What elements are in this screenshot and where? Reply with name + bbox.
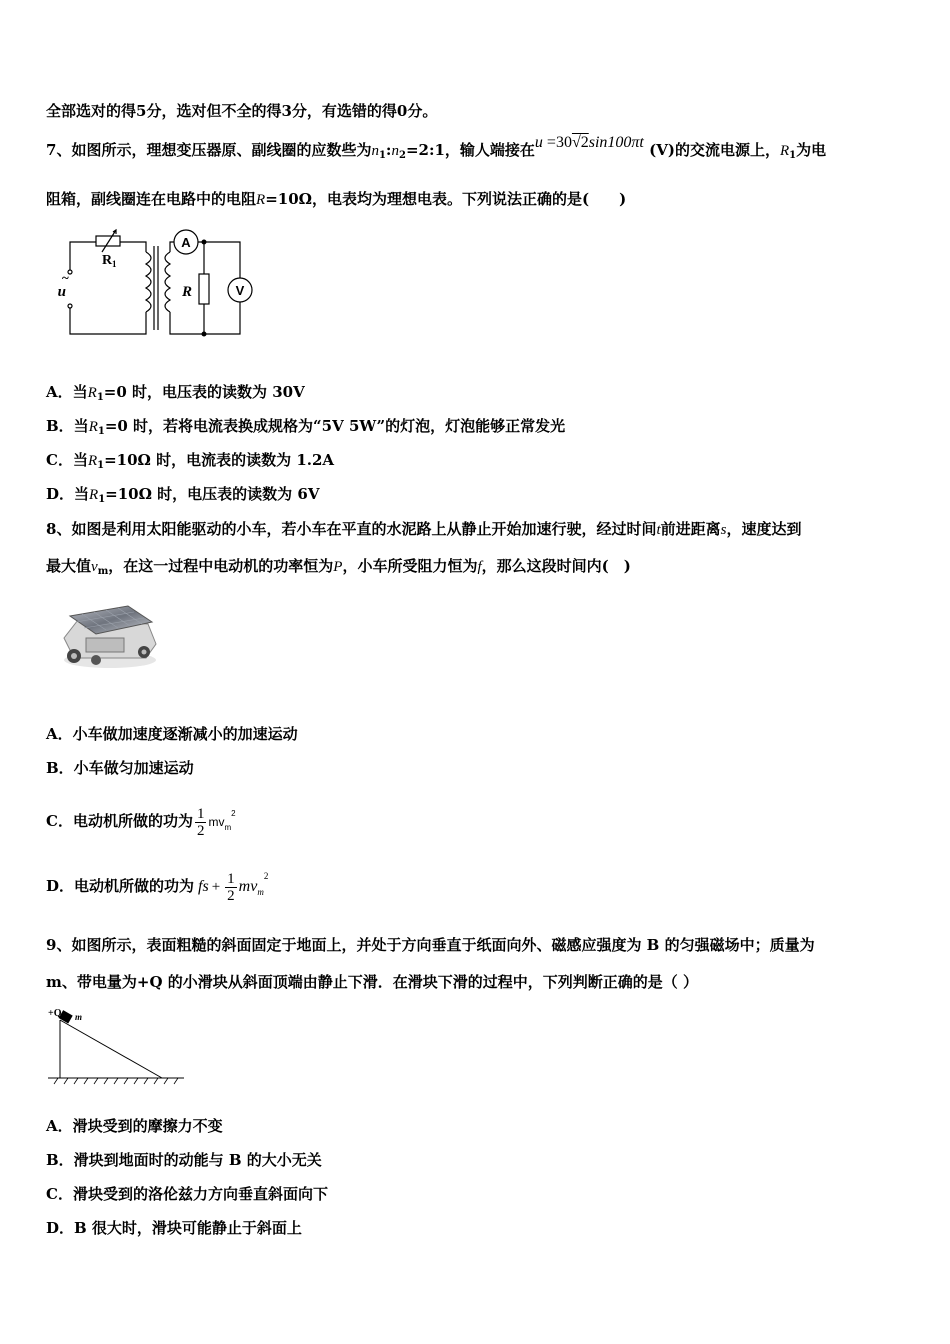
r1-label-sub: 1: [112, 259, 117, 269]
mass-label: m: [75, 1012, 83, 1022]
q8-d-text: D．电动机所做的功为: [46, 877, 195, 895]
r-resistor: [199, 274, 209, 304]
q7-n1: n: [371, 143, 379, 159]
q8-number: 8: [46, 520, 57, 538]
q9-option-a: A．滑块受到的摩擦力不变: [46, 1117, 223, 1135]
q7-n2: n: [391, 143, 399, 159]
q8-vm-sub: m: [97, 566, 109, 577]
q8-line1: [46, 519, 802, 540]
q8-option-c: [46, 796, 236, 846]
intro-text: 全部选对的得5分，选对但不全的得3分，有选错的得0分。: [46, 102, 438, 120]
q7-a-prefix: A．当: [46, 383, 88, 401]
q7-a-text: =0 时，电压表的读数为 30V: [103, 383, 305, 401]
q7-c-sub: 1: [97, 460, 105, 471]
q8-d-den: 2: [227, 887, 235, 904]
charge-label: +Q: [48, 1008, 62, 1019]
q8-d-mv: mv: [238, 878, 258, 895]
q7-option-d: [46, 484, 319, 510]
q9-number: 9: [46, 936, 57, 954]
q8-d-fs: fs: [198, 878, 209, 895]
q8-text-c: ，速度达到: [726, 520, 802, 538]
q8-option-d: [46, 856, 268, 912]
q9-line1: [46, 935, 815, 955]
q7-b-text: =0 时，若将电流表换成规格为“5V 5W”的灯泡，灯泡能够正常发光: [104, 417, 566, 435]
q7-r1: R: [779, 143, 790, 159]
q8-t: t: [656, 522, 661, 538]
q7-formula-sin: sin100πt: [588, 134, 644, 151]
q8-c-text: C．电动机所做的功为: [46, 812, 193, 830]
q7-number: 7: [46, 141, 57, 159]
q8-text-d: 最大值: [46, 557, 92, 575]
q8-line2: [46, 556, 631, 582]
q7-text-d: 阻箱，副线圈连在电路中的电阻: [46, 190, 257, 208]
q9-option-d: D．B 很大时，滑块可能静止于斜面上: [46, 1219, 302, 1237]
q7-ratio: =2:1，输人端接在: [405, 141, 535, 159]
q8-text-g: ，那么这段时间内( ): [481, 557, 631, 575]
q7-d-prefix: D．当: [46, 485, 90, 503]
ac-symbol: ~: [62, 270, 69, 285]
q7-r: R: [256, 192, 266, 208]
solar-car-image: [56, 600, 162, 672]
q7-b-sub: 1: [97, 426, 105, 437]
r-label: R: [182, 284, 193, 300]
q7-colon: :: [385, 141, 392, 159]
q8-c-mv: mv: [208, 815, 225, 829]
q9-option-c: C．滑块受到的洛伦兹力方向垂直斜面向下: [46, 1185, 328, 1203]
q7-formula-sqrt: √2: [571, 134, 589, 151]
q8-c-sub: m: [224, 823, 232, 832]
q8-c-sup: 2: [231, 809, 236, 818]
q8-d-sub: m: [257, 887, 264, 897]
q7-line1: [46, 134, 827, 166]
q7-b-prefix: B．当: [46, 417, 89, 435]
q7-option-a: [46, 382, 305, 408]
q7-line2: [46, 189, 626, 210]
q8-d-num: 1: [227, 870, 235, 887]
q7-formula-amp: =30: [546, 134, 572, 151]
q8-c-fraction: [195, 806, 207, 839]
q7-n1-sub: 1: [378, 150, 386, 161]
q7-a-sub: 1: [96, 392, 104, 403]
q7-text-b: (V)的交流电源上，: [649, 141, 780, 159]
q8-vm: v: [91, 559, 98, 575]
q8-s: s: [720, 522, 727, 538]
q9-text-a: 、如图所示，表面粗糙的斜面固定于地面上，并处于方向垂直于纸面向外、磁感应强度为 B 的匀强磁场中；质量为: [56, 936, 815, 954]
q7-option-c: [46, 450, 334, 476]
q8-option-a: A．小车做加速度逐渐减小的加速运动: [46, 725, 298, 743]
q8-p: P: [333, 559, 343, 575]
voltmeter-label: V: [235, 283, 245, 298]
q8-text-a: 、如图是利用太阳能驱动的小车，若小车在平直的水泥路上从静止开始加速行驶，经过时间: [56, 520, 657, 538]
q7-r1-sub: 1: [789, 150, 797, 161]
r1-label: R: [102, 253, 113, 268]
q7-d-sub: 1: [98, 494, 106, 505]
q8-c-den: 2: [196, 822, 205, 839]
q7-n2-sub: 2: [398, 150, 406, 161]
q7-a-r: R: [87, 385, 97, 401]
q8-option-b: B．小车做匀加速运动: [46, 759, 194, 777]
incline-figure: [44, 1006, 190, 1088]
q8-text-f: ，小车所受阻力恒为: [342, 557, 478, 575]
q8-c-num: 1: [196, 805, 205, 822]
q7-text-e: =10Ω，电表均为理想电表。下列说法正确的是( ): [265, 190, 627, 208]
q9-line2: m、带电量为+Q 的小滑块从斜面顶端由静止下滑．在滑块下滑的过程中，下列判断正确的是（ ）: [46, 973, 698, 991]
q7-c-text: =10Ω 时，电流表的读数为 1.2A: [104, 451, 335, 469]
q8-d-plus: +: [211, 879, 221, 895]
q7-formula: [535, 134, 644, 151]
q7-formula-u: u: [534, 134, 543, 151]
q7-option-b: [46, 416, 565, 442]
transformer-circuit-figure: [44, 224, 264, 342]
q8-d-sup: 2: [263, 871, 269, 881]
q7-c-r: R: [87, 453, 98, 469]
q8-d-fraction: [225, 871, 237, 904]
source-u-label: u: [57, 284, 66, 300]
q7-d-r: R: [89, 487, 99, 503]
q8-text-b: 前进距离: [660, 520, 721, 538]
q8-text-e: ，在这一过程中电动机的功率恒为: [108, 557, 334, 575]
r1-resistor: [96, 236, 120, 246]
q7-b-r: R: [88, 419, 98, 435]
q7-d-text: =10Ω 时，电压表的读数为 6V: [105, 485, 320, 503]
q7-text-a: 、如图所示，理想变压器原、副线圈的应数些为: [56, 141, 372, 159]
q7-text-c: 为电: [796, 141, 827, 159]
ammeter-label: A: [181, 235, 191, 250]
q7-c-prefix: C．当: [46, 451, 88, 469]
q9-option-b: B．滑块到地面时的动能与 B 的大小无关: [46, 1151, 322, 1169]
q8-f: f: [477, 559, 482, 575]
